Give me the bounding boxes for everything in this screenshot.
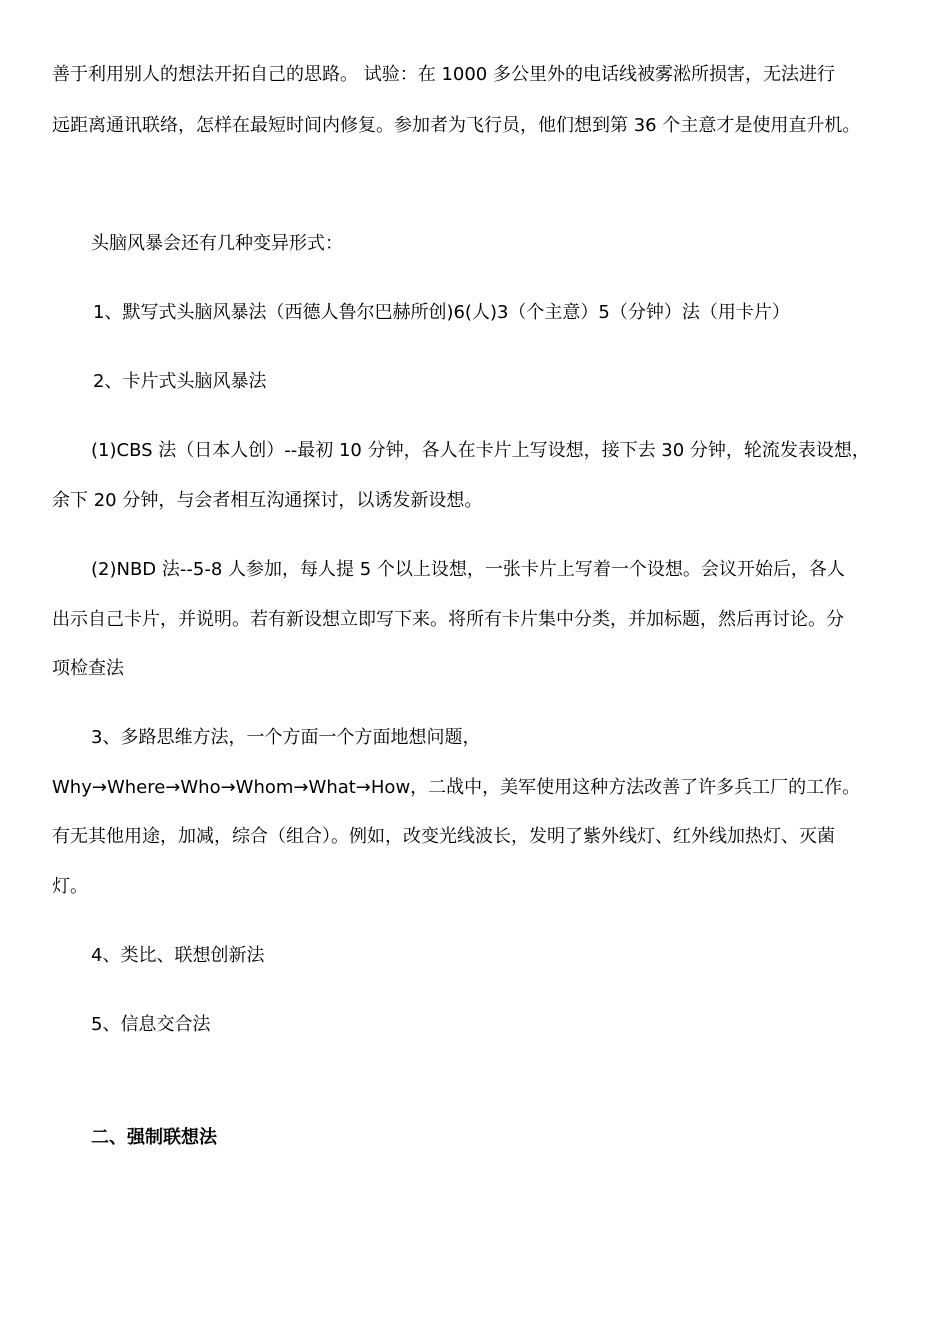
list-item: 4、类比、联想创新法 bbox=[91, 945, 265, 966]
paragraph-line: 善于利用别人的想法开拓自己的思路。 试验：在 1000 多公里外的电话线被雾淞所损害，无法进行 bbox=[52, 64, 835, 85]
paragraph-line: (2)NBD 法--5-8 人参加，每人提 5 个以上设想，一张卡片上写着一个设想。会议开始后，各人 bbox=[91, 559, 845, 580]
paragraph-line: (1)CBS 法（日本人创）--最初 10 分钟，各人在卡片上写设想，接下去 30 分钟，轮流发表设想， bbox=[91, 440, 870, 461]
paragraph-line: 项检查法 bbox=[52, 658, 124, 679]
paragraph-line: Why→Where→Who→Whom→What→How，二战中，美军使用这种方法改善了许多兵工厂的工作。 bbox=[52, 777, 861, 798]
list-item: 2、卡片式头脑风暴法 bbox=[93, 371, 267, 392]
section-heading: 二、强制联想法 bbox=[91, 1127, 217, 1148]
paragraph-line: 3、多路思维方法，一个方面一个方面地想问题， bbox=[91, 727, 481, 748]
list-item: 5、信息交合法 bbox=[91, 1014, 211, 1035]
paragraph-line: 有无其他用途，加减，综合（组合）。例如，改变光线波长，发明了紫外线灯、红外线加热灯、灭菌 bbox=[52, 826, 835, 847]
section-intro: 头脑风暴会还有几种变异形式： bbox=[91, 233, 343, 254]
list-item: 1、默写式头脑风暴法（西德人鲁尔巴赫所创)6(人)3（个主意）5（分钟）法（用卡片） bbox=[93, 302, 790, 323]
paragraph-line: 出示自己卡片，并说明。若有新设想立即写下来。将所有卡片集中分类，并加标题，然后再讨论。分 bbox=[52, 609, 844, 630]
paragraph-line: 余下 20 分钟，与会者相互沟通探讨，以诱发新设想。 bbox=[52, 490, 483, 511]
paragraph-line: 远距离通讯联络，怎样在最短时间内修复。参加者为飞行员，他们想到第 36 个主意才是使用直升机。 bbox=[52, 115, 861, 136]
paragraph-line: 灯。 bbox=[52, 876, 88, 897]
